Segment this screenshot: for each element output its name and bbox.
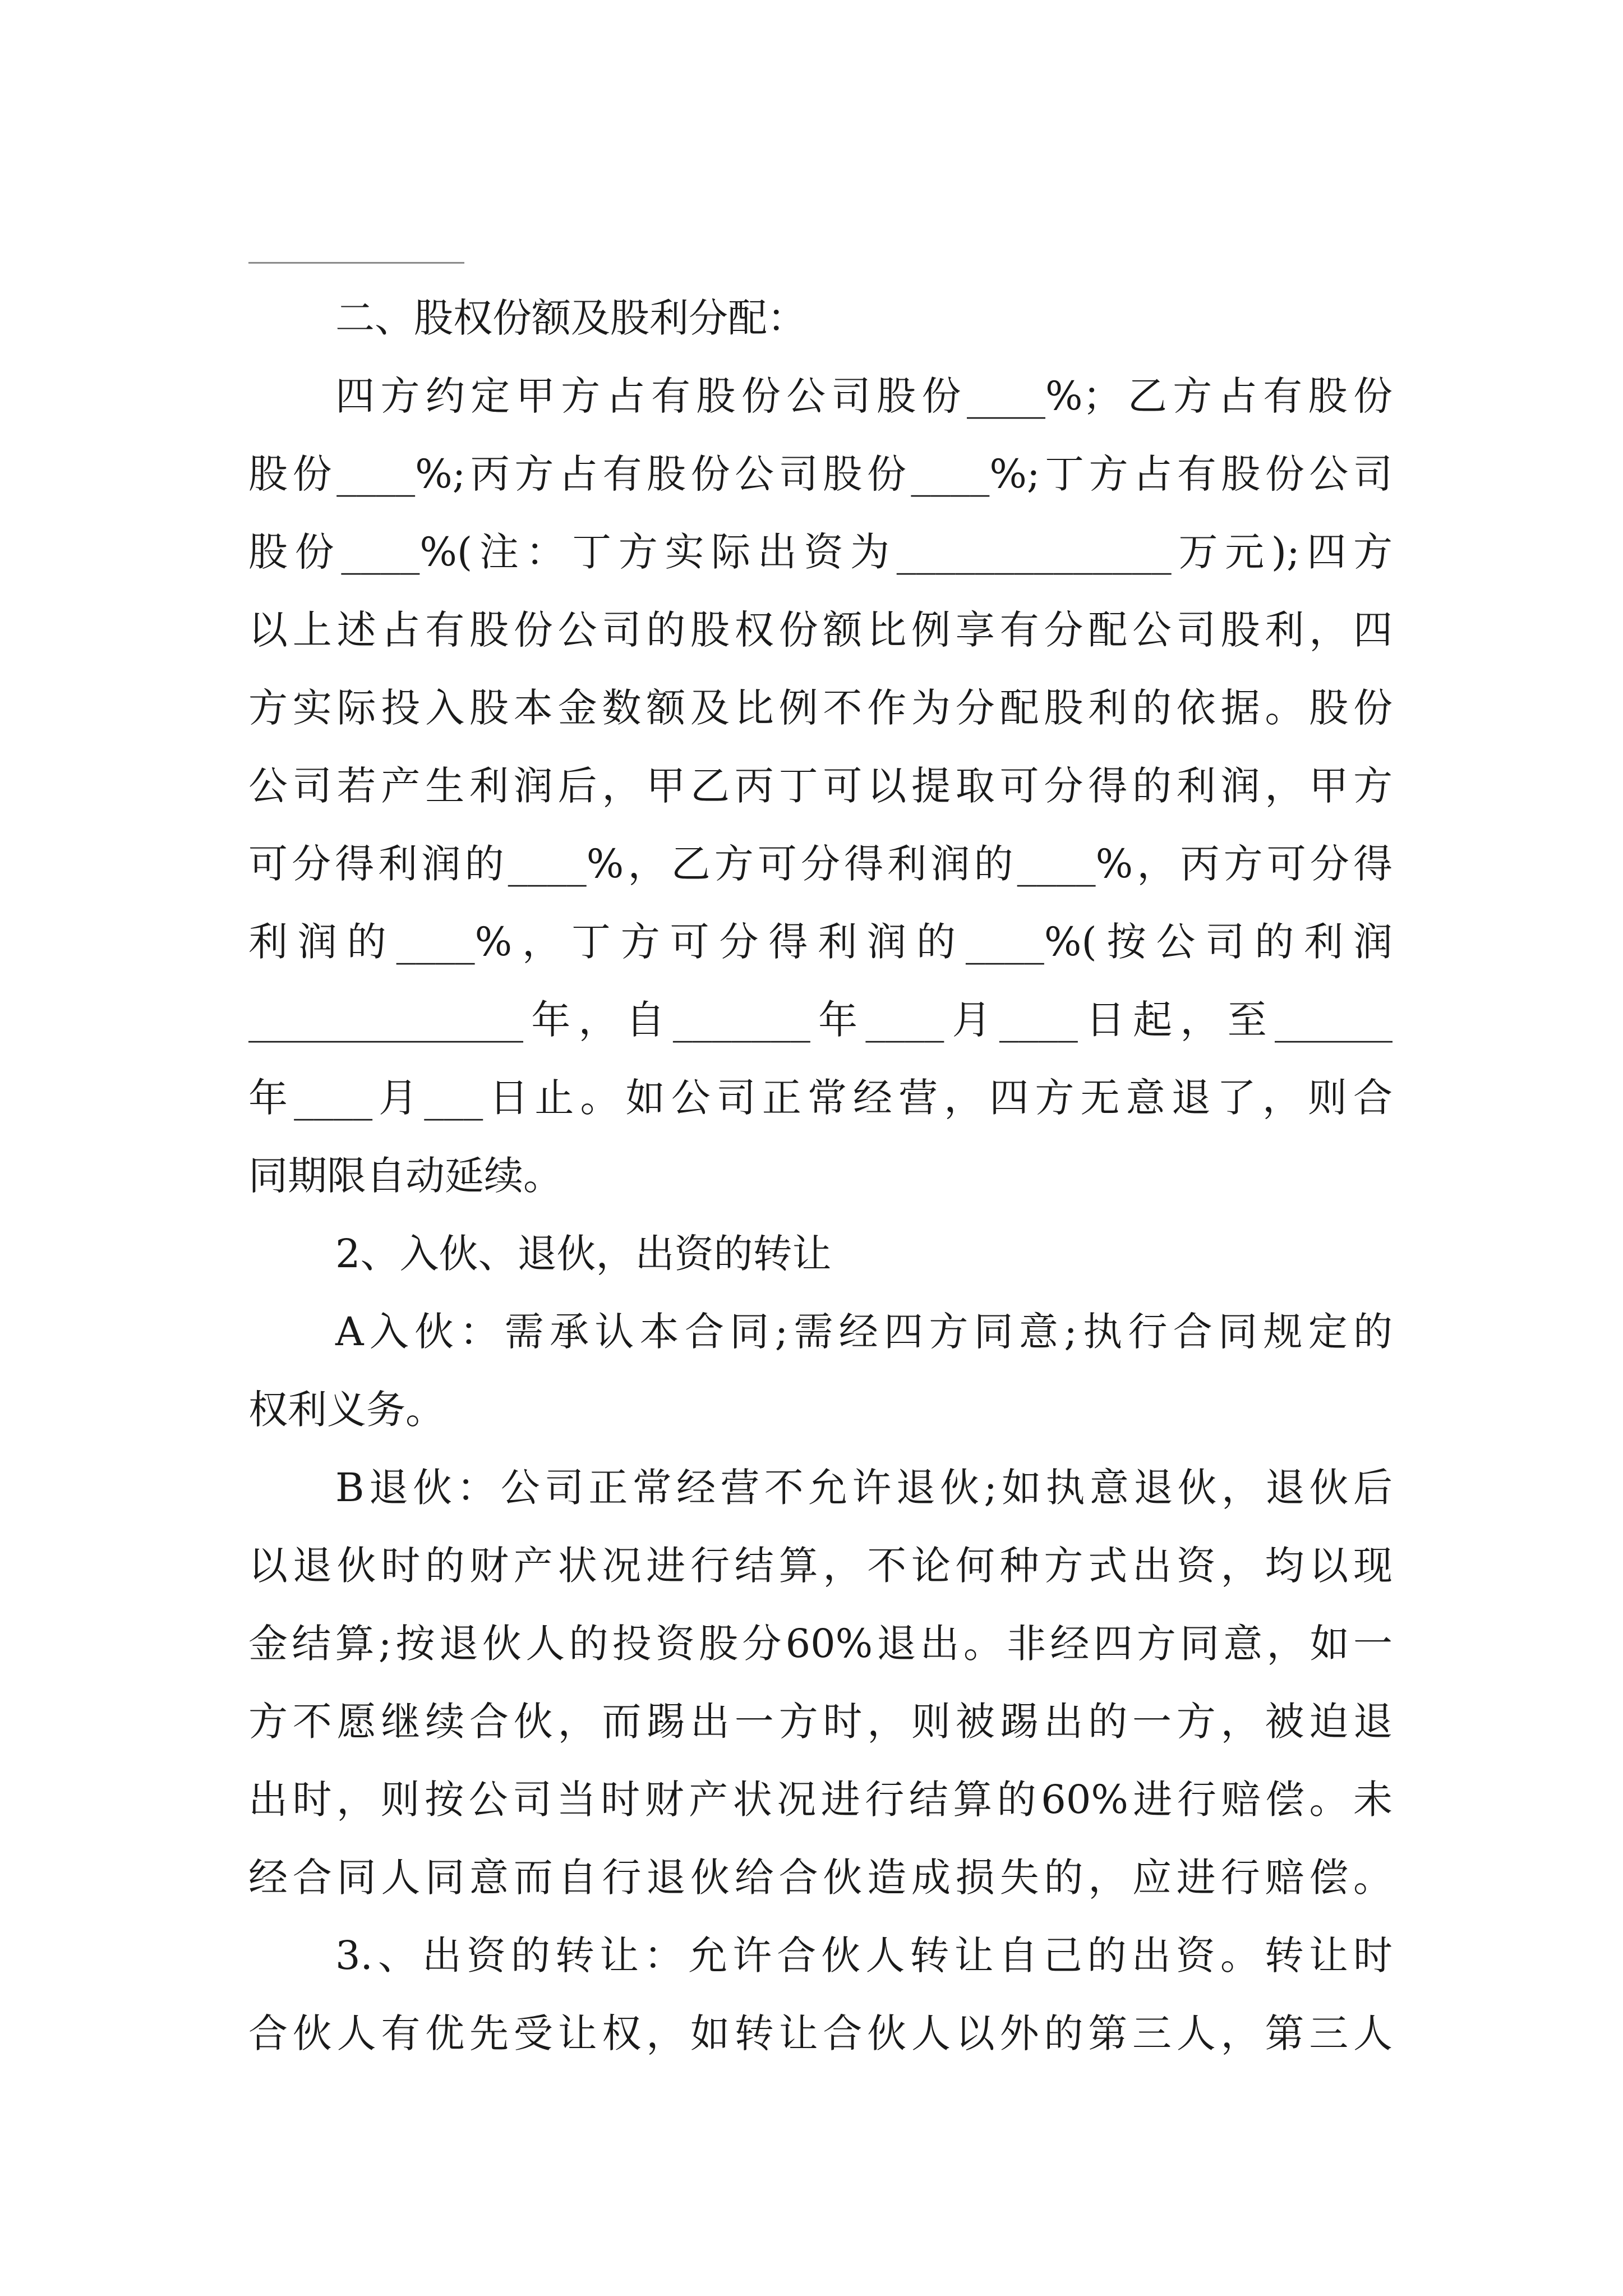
paragraph-line: A入伙：需承认本合同;需经四方同意;执行合同规定的 bbox=[335, 1309, 1393, 1355]
paragraph-line: 公司若产生利润后，甲乙丙丁可以提取可分得的利润，甲方 bbox=[248, 763, 1393, 809]
paragraph-line: 经合同人同意而自行退伙给合伙造成损失的，应进行赔偿。 bbox=[248, 1855, 1393, 1901]
section-heading-partnership: 2、入伙、退伙，出资的转让 bbox=[335, 1231, 832, 1277]
paragraph-line: 利润的____%，丁方可分得利润的____%(按公司的利润 bbox=[248, 919, 1393, 965]
paragraph-line: 3.、出资的转让：允许合伙人转让自己的出资。转让时 bbox=[335, 1932, 1393, 1978]
paragraph-line: 出时，则按公司当时财产状况进行结算的60%进行赔偿。未 bbox=[248, 1777, 1393, 1823]
paragraph-line: 方实际投入股本金数额及比例不作为分配股利的依据。股份 bbox=[248, 685, 1393, 731]
paragraph-line: 方不愿继续合伙，而踢出一方时，则被踢出的一方，被迫退 bbox=[248, 1699, 1393, 1745]
paragraph-line: 以上述占有股份公司的股权份额比例享有分配公司股利，四 bbox=[248, 607, 1393, 653]
paragraph-line: 同期限自动延续。 bbox=[248, 1153, 562, 1199]
paragraph-line: 可分得利润的____%，乙方可分得利润的____%，丙方可分得 bbox=[248, 841, 1393, 887]
paragraph-line: 股份____%(注：丁方实际出资为______________万元);四方 bbox=[248, 529, 1393, 575]
paragraph-line: 合伙人有优先受让权，如转让合伙人以外的第三人，第三人 bbox=[248, 2010, 1393, 2056]
paragraph-line: 年____月___日止。如公司正常经营，四方无意退了，则合 bbox=[248, 1075, 1393, 1121]
paragraph-line: B退伙：公司正常经营不允许退伙;如执意退伙，退伙后 bbox=[335, 1465, 1393, 1511]
paragraph-line: 以退伙时的财产状况进行结算，不论何种方式出资，均以现 bbox=[248, 1543, 1393, 1589]
paragraph-line: 权利义务。 bbox=[248, 1387, 445, 1433]
paragraph-line: 股份____%;丙方占有股份公司股份____%;丁方占有股份公司 bbox=[248, 451, 1393, 497]
section-heading-equity: 二、股权份额及股利分配： bbox=[335, 295, 806, 341]
paragraph-line: ______________年，自_______年____月____日起，至______ bbox=[248, 997, 1393, 1043]
paragraph-line: 四方约定甲方占有股份公司股份____%；乙方占有股份 bbox=[335, 373, 1393, 419]
top-divider bbox=[248, 262, 464, 264]
paragraph-line: 金结算;按退伙人的投资股分60%退出。非经四方同意，如一 bbox=[248, 1621, 1393, 1667]
